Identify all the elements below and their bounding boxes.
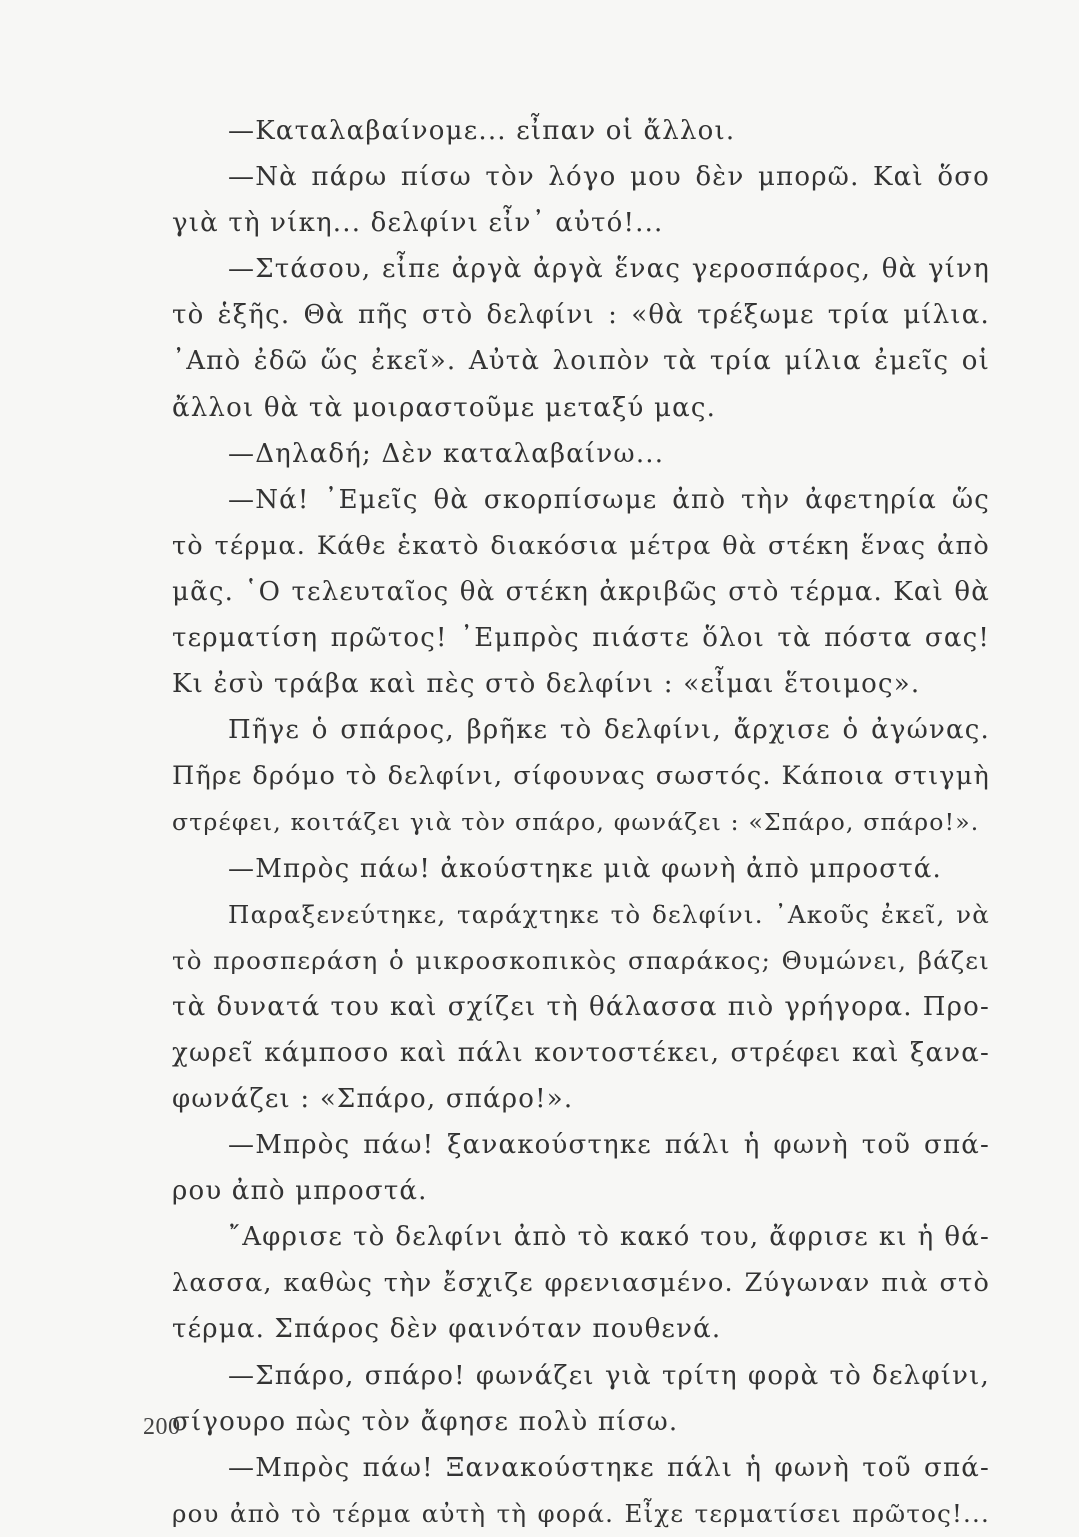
text-line: —Δηλαδή; Δὲν καταλαβαίνω... [228,438,665,469]
text-line: —Μπρὸς πάω! ξανακούστηκε πάλι ἡ φωνὴ τοῦ σπά- [228,1130,990,1161]
text-line: φωνάζει : «Σπάρο, σπάρο!». [172,1083,574,1114]
text-line: —Μπρὸς πάω! ἀκούστηκε μιὰ φωνὴ ἀπὸ μπροστά. [228,853,943,884]
text-line: τὸ προσπεράση ὁ μικροσκοπικὸς σπαράκος; Θυμώνει, βάζει [172,945,990,975]
text-line: τὸ ἑξῆς. Θὰ πῆς στὸ δελφίνι : «θὰ τρέξωμε τρία μίλια. [172,300,990,331]
page-number: 200 [143,1414,181,1440]
text-line: —Καταλαβαίνομε... εἶπαν οἱ ἄλλοι. [228,116,736,146]
text-line: ρου ἀπὸ μπροστά. [172,1176,428,1207]
text-line: ρου ἀπὸ τὸ τέρμα αὐτὴ τὴ φορά. Εἶχε τερματίσει πρῶτος!... [172,1498,990,1528]
text-line: μᾶς. ῾Ο τελευταῖος θὰ στέκη ἀκριβῶς στὸ τέρμα. Καὶ θὰ [172,576,990,607]
text-line: —Στάσου, εἶπε ἀργὰ ἀργὰ ἕνας γεροσπάρος, θὰ γίνη [228,254,990,285]
text-line: χωρεῖ κάμποσο καὶ πάλι κοντοστέκει, στρέφει καὶ ξανα- [172,1037,990,1068]
text-line: γιὰ τὴ νίκη... δελφίνι εἶν᾽ αὐτό!... [172,208,664,239]
text-line: τέρμα. Σπάρος δὲν φαινόταν πουθενά. [172,1314,722,1345]
text-line: τὰ δυνατά του καὶ σχίζει τὴ θάλασσα πιὸ γρήγορα. Προ- [172,991,990,1022]
text-line: λασσα, καθὼς τὴν ἔσχιζε φρενιασμένο. Ζύγωναν πιὰ στὸ [172,1268,990,1299]
text-line: τὸ τέρμα. Κάθε ἑκατὸ διακόσια μέτρα θὰ στέκη ἕνας ἀπὸ [172,530,990,561]
text-line: Πῆρε δρόμο τὸ δελφίνι, σίφουνας σωστός. Κάποια στιγμὴ [172,761,990,792]
text-line: Κι ἐσὺ τράβα καὶ πὲς στὸ δελφίνι : «εἶμαι ἕτοιμος». [172,669,921,700]
text-line: ἄλλοι θὰ τὰ μοιραστοῦμε μεταξύ μας. [172,392,717,423]
text-line: στρέφει, κοιτάζει γιὰ τὸν σπάρο, φωνάζει : «Σπάρο, σπάρο!». [172,808,980,837]
text-line: τερματίση πρῶτος! ᾽Εμπρὸς πιάστε ὅλοι τὰ πόστα σας! [172,623,990,654]
text-line: —Νά! ᾽Εμεῖς θὰ σκορπίσωμε ἀπὸ τὴν ἀφετηρία ὥς [228,484,990,515]
text-line: —Μπρὸς πάω! Ξανακούστηκε πάλι ἡ φωνὴ τοῦ σπά- [228,1452,990,1483]
text-line: —Νὰ πάρω πίσω τὸν λόγο μου δὲν μπορῶ. Καὶ ὅσο [228,162,990,193]
body-text [172,108,990,1537]
text-line: Παραξενεύτηκε, ταράχτηκε τὸ δελφίνι. ᾽Ακοῦς ἐκεῖ, νὰ [228,899,990,929]
text-line: Πῆγε ὁ σπάρος, βρῆκε τὸ δελφίνι, ἄρχισε ὁ ἀγώνας. [228,715,990,746]
text-line: ῎Αφρισε τὸ δελφίνι ἀπὸ τὸ κακό του, ἄφρισε κι ἡ θά- [228,1222,990,1253]
text-line: σίγουρο πὼς τὸν ἄφησε πολὺ πίσω. [172,1406,679,1437]
text-line: ᾽Απὸ ἐδῶ ὥς ἐκεῖ». Αὐτὰ λοιπὸν τὰ τρία μίλια ἐμεῖς οἱ [172,346,990,377]
text-line: —Σπάρο, σπάρο! φωνάζει γιὰ τρίτη φορὰ τὸ δελφίνι, [228,1360,990,1391]
